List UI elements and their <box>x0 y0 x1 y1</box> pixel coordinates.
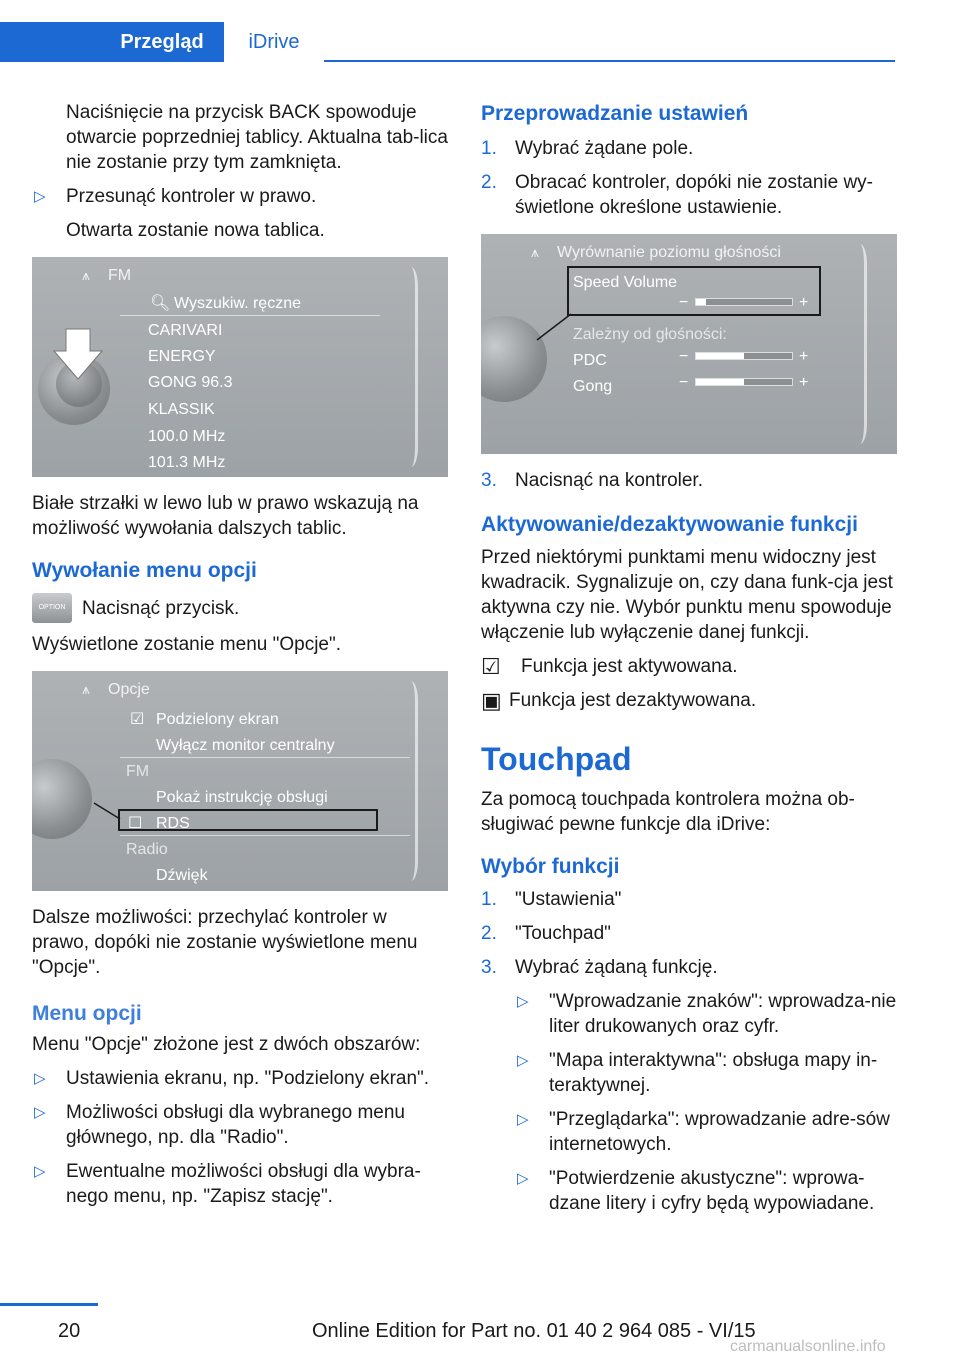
gong-slider <box>695 378 793 386</box>
pdc-slider <box>695 352 793 360</box>
new-panel-text: Otwarta zostanie nowa tablica. <box>66 220 325 241</box>
volume-screen-image <box>481 234 897 454</box>
fm-item: Wyszukiw. ręczne <box>174 295 301 312</box>
controller-knob <box>32 759 92 839</box>
fm-screen-image <box>32 257 448 477</box>
active-line: ☑ Funkcja jest aktywowana. <box>481 654 738 679</box>
back-paragraph: Naciśnięcie na przycisk BACK spowoduje otwarcie poprzedniej tablicy. Aktualna tab‐lica nie zostanie przy tym zamknięta. <box>66 102 448 173</box>
option-button-icon: OPTION <box>32 593 72 623</box>
screen-curve <box>853 244 867 444</box>
plus-icon: + <box>799 374 809 391</box>
activate-paragraph: Przed niektórymi punktami menu widoczny jest kwadracik. Sygnalizuje on, czy dana funk‐cja jest aktywna czy nie. Wybór punktu menu spowoduje włączenie lub wyłączenie danej funkcji. <box>481 547 893 643</box>
pdc-label: PDC <box>573 352 607 369</box>
checkbox-empty-icon: ☐ <box>128 815 143 832</box>
checkbox-empty-icon: ▣ <box>481 688 502 713</box>
search-icon: 🔍︎ <box>150 295 171 312</box>
watermark: carmanualsonline.info <box>730 1338 886 1355</box>
arrows-paragraph: Białe strzałki w lewo lub w prawo wskazują na możliwość wywołania dalszych tablic. <box>32 493 419 539</box>
pointer-line <box>92 801 122 821</box>
function-bullet: ▷ "Mapa interaktywna": obsługa mapy in‐teraktywnej. <box>517 1050 878 1096</box>
antenna-icon: ⩚ <box>82 267 90 283</box>
option-press-line: OPTION Nacisnąć przycisk. <box>32 593 448 623</box>
touchpad-paragraph: Za pomocą touchpada kontrolera można ob‐sługiwać pewne funkcje dla iDrive: <box>481 789 855 835</box>
tab-idrive[interactable]: iDrive <box>224 22 324 62</box>
opt-item: Wyłącz monitor centralny <box>156 737 335 754</box>
antenna-icon: ⩚ <box>82 681 90 697</box>
menu-bullet: ▷ Ustawienia ekranu, np. "Podzielony ekran". <box>34 1068 430 1089</box>
function-bullet: ▷ "Potwierdzenie akustyczne": wprowa‐dzane litery i cyfry będą wypowiadane. <box>517 1168 875 1214</box>
triangle-bullet-icon: ▷ <box>517 1052 529 1069</box>
heading-menu-options: Menu opcji <box>32 1002 142 1025</box>
divider <box>120 835 410 836</box>
step-item: 2. "Touchpad" <box>481 923 611 944</box>
checkbox-checked-icon: ☑ <box>130 711 145 728</box>
triangle-bullet-icon: ▷ <box>517 1111 529 1128</box>
fm-item: CARIVARI <box>148 322 223 339</box>
fm-item: GONG 96.3 <box>148 374 233 391</box>
plus-icon: + <box>799 294 809 311</box>
minus-icon: − <box>679 348 689 365</box>
opt-item: RDS <box>156 815 190 832</box>
checkmark-icon: ☑ <box>481 654 501 679</box>
step-item: 3. Nacisnąć na kontroler. <box>481 470 703 491</box>
opt-section: FM <box>126 763 150 780</box>
menu-bullet: ▷ Ewentualne możliwości obsługi dla wybra‐nego menu, np. "Zapisz stację". <box>34 1161 421 1207</box>
fm-screen-header: FM <box>108 267 132 284</box>
fm-item: KLASSIK <box>148 401 215 418</box>
triangle-bullet-icon: ▷ <box>34 1163 46 1180</box>
heading-select-function: Wybór funkcji <box>481 855 620 878</box>
triangle-bullet-icon: ▷ <box>34 1104 46 1121</box>
options-shown-text: Wyświetlone zostanie menu "Opcje". <box>32 634 342 655</box>
heading-option-menu: Wywołanie menu opcji <box>32 559 257 582</box>
fm-item: 101.3 MHz <box>148 454 226 471</box>
opt-item: Podzielony ekran <box>156 711 279 728</box>
step-item: 2. Obracać kontroler, dopóki nie zostanie wy‐świetlone określone ustawienie. <box>481 172 874 218</box>
minus-icon: − <box>679 294 689 311</box>
divider <box>120 757 410 758</box>
page-number: 20 <box>58 1320 81 1342</box>
plus-icon: + <box>799 348 809 365</box>
fm-item: 100.0 MHz <box>148 428 226 445</box>
fm-item: ENERGY <box>148 348 216 365</box>
dependent-label: Zależny od głośności: <box>573 326 727 343</box>
screen-curve <box>404 681 418 881</box>
menu-areas-paragraph: Menu "Opcje" złożone jest z dwóch obszarów: <box>32 1034 421 1055</box>
triangle-bullet-icon: ▷ <box>34 188 46 205</box>
gong-label: Gong <box>573 378 613 395</box>
speed-volume-slider <box>695 298 793 306</box>
options-screen-image <box>32 671 448 891</box>
heading-settings: Przeprowadzanie ustawień <box>481 102 749 125</box>
function-bullet: ▷ "Przeglądarka": wprowadzanie adre‐sów internetowych. <box>517 1109 890 1155</box>
bullet-move-right: ▷ Przesunąć kontroler w prawo. <box>34 186 317 207</box>
speed-volume-label: Speed Volume <box>573 274 678 291</box>
divider <box>120 315 380 316</box>
footer-accent <box>0 1303 98 1306</box>
step-item: 3. Wybrać żądaną funkcję. <box>481 957 718 978</box>
screen-curve <box>404 267 418 467</box>
header-accent <box>0 22 100 62</box>
step-item: 1. Wybrać żądane pole. <box>481 138 694 159</box>
volume-screen-header: Wyrównanie poziomu głośności <box>557 244 781 261</box>
pointer-line <box>535 312 575 342</box>
edition-text: Online Edition for Part no. 01 40 2 964 085 - VI/15 <box>312 1320 756 1342</box>
heading-activate: Aktywowanie/dezaktywowanie funkcji <box>481 513 858 536</box>
opt-item: Pokaż instrukcję obsługi <box>156 789 328 806</box>
left-column <box>32 100 448 1218</box>
header-tabbar <box>0 0 895 62</box>
right-column <box>481 100 897 1225</box>
options-screen-header: Opcje <box>108 681 150 698</box>
antenna-icon: ⩚ <box>531 244 539 260</box>
arrow-down-icon <box>50 327 106 383</box>
menu-bullet: ▷ Możliwości obsługi dla wybranego menu głównego, np. dla "Radio". <box>34 1102 406 1148</box>
tab-przeglad[interactable]: Przegląd <box>100 22 224 62</box>
triangle-bullet-icon: ▷ <box>34 1070 46 1087</box>
minus-icon: − <box>679 374 689 391</box>
function-bullet: ▷ "Wprowadzanie znaków": wprowadza‐nie liter drukowanych oraz cyfr. <box>517 991 897 1037</box>
inactive-line: ▣ Funkcja jest dezaktywowana. <box>481 688 757 713</box>
opt-section: Radio <box>126 841 168 858</box>
heading-touchpad: Touchpad <box>481 741 632 777</box>
further-options-paragraph: Dalsze możliwości: przechylać kontroler w prawo, dopóki nie zostanie wyświetlone menu "Opcje". <box>32 907 418 978</box>
step-item: 1. "Ustawienia" <box>481 889 622 910</box>
triangle-bullet-icon: ▷ <box>517 993 529 1010</box>
triangle-bullet-icon: ▷ <box>517 1170 529 1187</box>
opt-item: Dźwięk <box>156 867 208 884</box>
